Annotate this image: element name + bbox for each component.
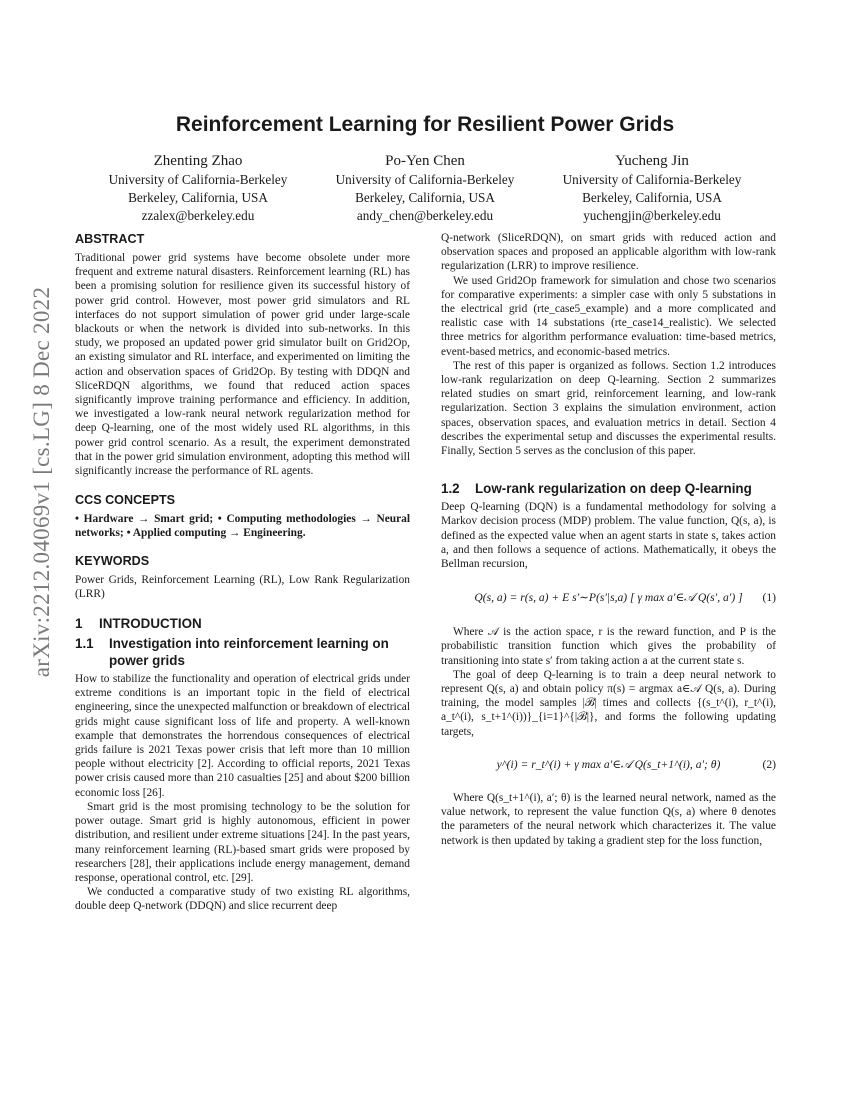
paper-title: Reinforcement Learning for Resilient Power Grids (175, 113, 675, 136)
section-number: 1 (75, 616, 83, 632)
equation-number: (1) (762, 591, 776, 605)
author-affiliation: University of California-Berkeley (335, 172, 515, 187)
section-number: 1.1 (75, 636, 94, 652)
paragraph: Deep Q-learning (DQN) is a fundamental methodology for solving a Markov decision process (MDP) problem. The value function, Q(s, a), is defined as the expected value when an agent starts in state s, takes action a, and then follows a sequence of actions. Mathematically, it obeys the Bellman recursion, (441, 501, 776, 571)
paragraph: Where Q(s_t+1^(i), a′; θ) is the learned neural network, named as the value network, to represent the value function Q(s, a) where θ denotes the parameters of the neural network which characterizes it. The value network is then updated by taking a gradient step for the loss function, (441, 791, 776, 847)
author-name: Zhenting Zhao (153, 153, 243, 169)
abstract-heading: ABSTRACT (75, 232, 145, 246)
author-email: andy_chen@berkeley.edu (356, 208, 494, 223)
author-affiliation: University of California-Berkeley (108, 172, 288, 187)
equation-body: Q(s, a) = r(s, a) + E s′∼P(s′|s,a) [ γ max a′∈𝒜 Q(s′, a′) ] (474, 591, 743, 605)
author-location: Berkeley, California, USA (582, 190, 722, 205)
ccs-heading: CCS CONCEPTS (75, 493, 176, 508)
paragraph: We conducted a comparative study of two existing RL algorithms, double deep Q-network (DDQN) and slice recurrent deep (75, 886, 410, 913)
author-email: yuchengjin@berkeley.edu (583, 208, 721, 223)
equation-number: (2) (762, 757, 776, 771)
section-1-heading (75, 615, 410, 632)
paragraph: Q-network (SliceRDQN), on smart grids with reduced action and observation spaces and proposed an applicable algorithm with low-rank regularization (LRR) to improve resilience. (441, 232, 776, 273)
left-column (75, 231, 410, 914)
section-title: Investigation into reinforcement learning on power grids (109, 636, 389, 669)
section-title: INTRODUCTION (99, 616, 202, 632)
equation-2 (441, 739, 776, 791)
ccs-text: • Hardware → Smart grid; • Computing methodologies → Neural networks; • Applied computing → Engineering. (75, 513, 410, 540)
paragraph: Where 𝒜 is the action space, r is the reward function, and P is the probabilistic transition function which gives the probability of transitioning into state s′ from taking action a at the current state s. (441, 626, 776, 667)
author-block (78, 151, 318, 225)
subsection-1-2-heading (441, 480, 776, 497)
author-location: Berkeley, California, USA (128, 190, 268, 205)
subsection-1-1-heading (75, 635, 410, 669)
equation-body: y^(i) = r_t^(i) + γ max a′∈𝒜 Q(s_t+1^(i), a′; θ) (496, 757, 721, 771)
keywords-heading: KEYWORDS (75, 553, 150, 568)
section-number: 1.2 (441, 481, 460, 497)
keywords-text: Power Grids, Reinforcement Learning (RL), Low Rank Regularization (LRR) (75, 573, 410, 600)
author-name: Po-Yen Chen (385, 153, 465, 169)
arxiv-identifier: arXiv:2212.04069v1 [cs.LG] 8 Dec 2022 (29, 286, 54, 678)
author-block (532, 151, 772, 225)
paragraph: The rest of this paper is organized as follows. Section 1.2 introduces low-rank regularization on deep Q-learning. Section 2 summarizes related studies on smart grid, reinforcement learning, and low-rank regularization. Section 3 explains the simulation environment, action spaces, observation spaces, and evaluation metrics in detail. Section 4 describes the experimental setup and discusses the experimental results. Finally, Section 5 serves as the conclusion of this paper. (441, 359, 776, 458)
paragraph: How to stabilize the functionality and operation of electrical grids under extreme conditions is an important topic in the field of electrical engineering, since the unexpected malfunction or breakdown of electrical grids might cause significant loss of life and property. A well-known example that demonstrates the horrendous consequences of electrical grids failure is 2021 Texas power crisis that left more than 10 million people without electricity [2]. According to official reports, 2021 Texas power crisis caused more than 210 casualties [25] and about $200 billion economic loss [26]. (75, 673, 410, 799)
section-title: Low-rank regularization on deep Q-learning (475, 481, 752, 497)
abstract-text: Traditional power grid systems have become obsolete under more frequent and extreme natural disasters. Reinforcement learning (RL) has been a promising solution for resilience given its successful history of power grid control. However, most power grid simulators and RL interfaces do not support simulation of power grid under large-scale blackouts or when the network is divided into sub-networks. In this study, we proposed an updated power grid simulator built on Grid2Op, an existing simulator and RL interface, and experimented on limiting the action and observation spaces of Grid2Op. By testing with DDQN and SliceRDQN algorithms, we found that reduced action spaces significantly improve training performance and efficiency. In addition, we investigated a low-rank neural network regularization method for deep Q-learning, one of the most widely used RL algorithms, in this power grid control scenario. As a result, the experiment demonstrated that in the power grid simulation environment, adopting this method will significantly increase the performance of RL agents. (75, 252, 410, 478)
paragraph: The goal of deep Q-learning is to train a deep neural network to represent Q(s, a) and obtain policy π(s) = argmax a∈𝒜 Q(s, a). During training, the model samples |ℬ| times and collects {(s_t^(i), r_t^(i), a_t^(i), s_t+1^(i))}_{i=1}^{|ℬ|}, and forms the following updating targets, (441, 668, 776, 738)
right-column (441, 231, 776, 848)
author-affiliation: University of California-Berkeley (562, 172, 742, 187)
author-location: Berkeley, California, USA (355, 190, 495, 205)
paragraph: Smart grid is the most promising technology to be the solution for power outage. Smart grid is highly autonomous, efficient in power distribution, and resilient under extreme situations [24]. In the past years, many reinforcement learning (RL)-based smart grids were proposed by researchers [28], their applications include energy management, demand response, operational control, etc. [29]. (75, 800, 410, 884)
paragraph: We used Grid2Op framework for simulation and chose two scenarios for comparative experiments: a simpler case with only 5 substations in the electrical grid (rte_case5_example) and a more complicated and realistic case with 14 substations (rte_case14_realistic). We selected three metrics for algorithm performance evaluation: time-based metrics, event-based metrics, and economic-based metrics. (441, 274, 776, 358)
author-block (305, 151, 545, 225)
author-email: zzalex@berkeley.edu (141, 208, 255, 223)
author-name: Yucheng Jin (615, 153, 689, 169)
equation-1 (441, 571, 776, 625)
